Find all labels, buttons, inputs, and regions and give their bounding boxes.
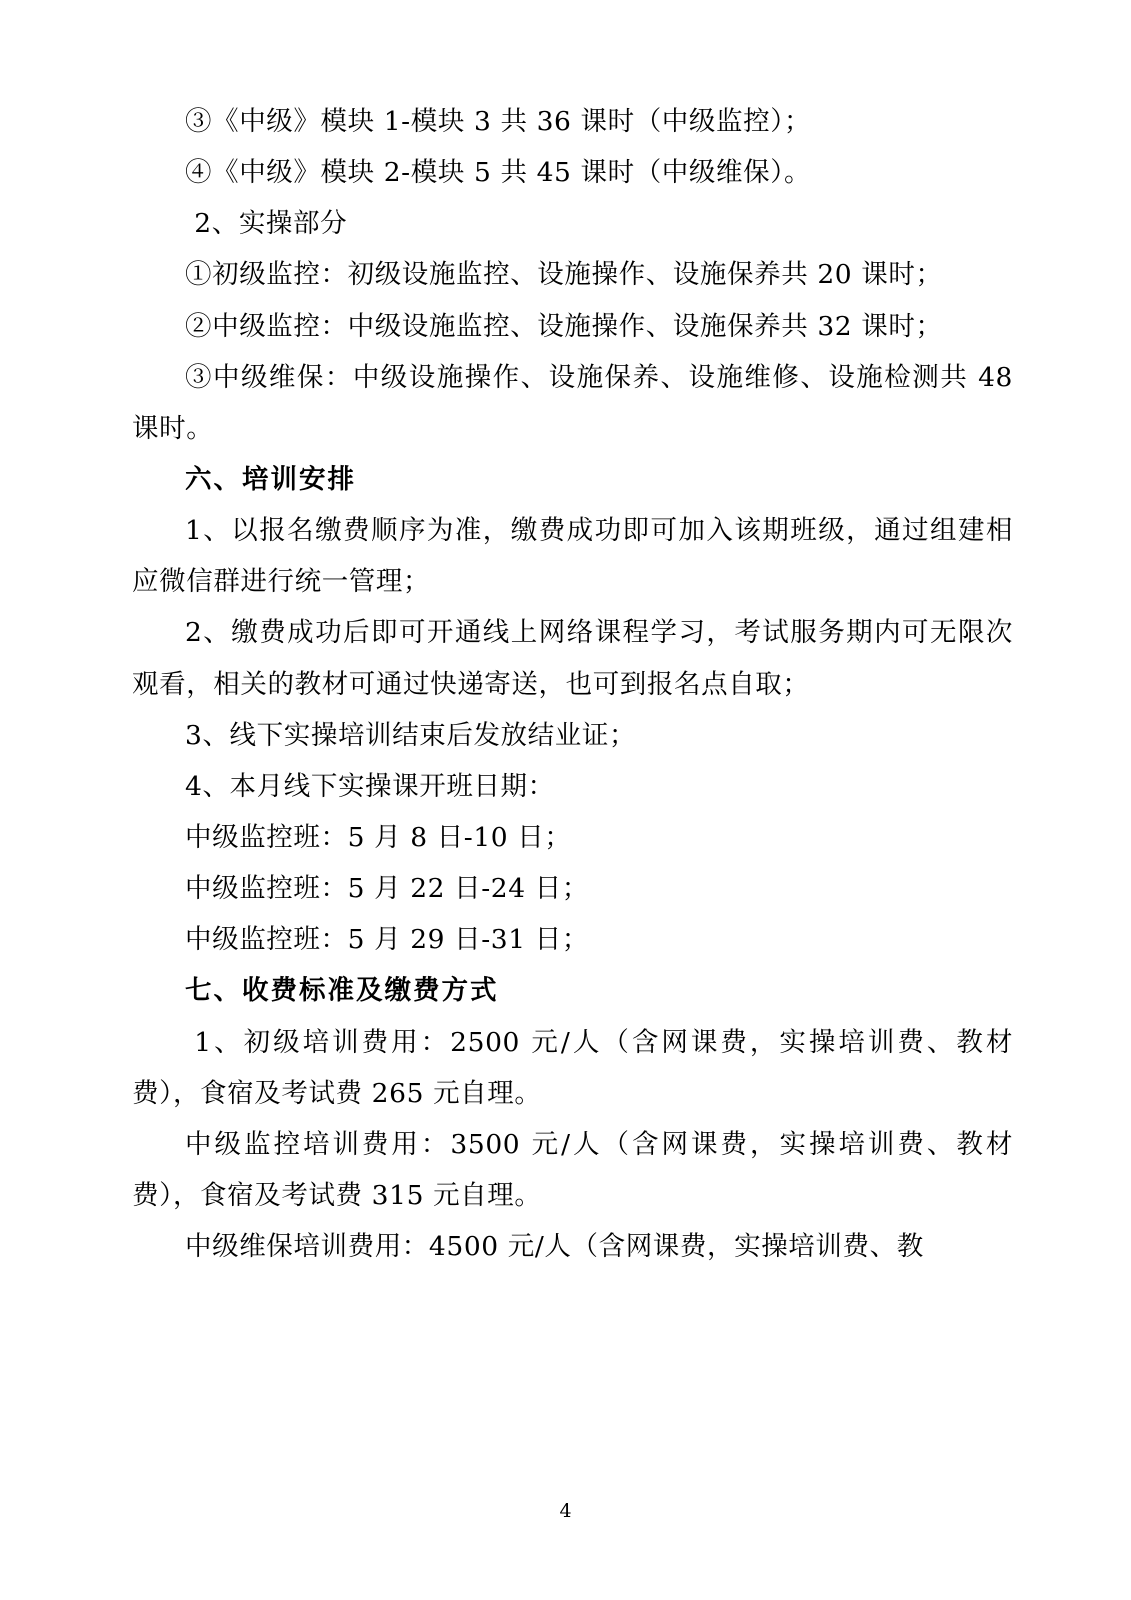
paragraph-practical-section: 2、实操部分 [194, 208, 348, 240]
heading-training-arrangement: 六、培训安排 [185, 463, 356, 495]
paragraph-class-date-3: 中级监控班：5 月 29 日-31 日； [185, 924, 589, 956]
paragraph-class-date-1: 中级监控班：5 月 8 日-10 日； [185, 821, 572, 853]
paragraph-arrangement-2: 2、缴费成功后即可开通线上网络课程学习，考试服务期内可无限次观看，相关的教材可通过快递寄送，也可到报名点自取； [132, 617, 1013, 700]
paragraph-arrangement-4: 4、本月线下实操课开班日期： [185, 770, 555, 802]
paragraph-chuji-jiankong: ①初级监控：初级设施监控、设施操作、设施保养共 20 课时； [185, 259, 943, 291]
paragraph-class-date-2: 中级监控班：5 月 22 日-24 日； [185, 873, 589, 905]
paragraph-zhongji-jiankong: ②中级监控：中级设施监控、设施操作、设施保养共 32 课时； [185, 310, 943, 342]
document-body [132, 96, 1013, 1272]
paragraph-fee-chuji: 1、初级培训费用：2500 元/人（含网课费，实操培训费、教材费），食宿及考试费 265 元自理。 [132, 1026, 1013, 1109]
paragraph-arrangement-3: 3、线下实操培训结束后发放结业证； [185, 719, 637, 751]
paragraph-zhongji-module-2-5: ④《中级》模块 2-模块 5 共 45 课时（中级维保）。 [185, 157, 812, 189]
paragraph-zhongji-weibao: ③中级维保：中级设施操作、设施保养、设施维修、设施检测共 48 课时。 [132, 361, 1013, 444]
paragraph-arrangement-1: 1、以报名缴费顺序为准，缴费成功即可加入该期班级，通过组建相应微信群进行统一管理； [132, 515, 1013, 598]
page-number: 4 [559, 1500, 572, 1522]
paragraph-fee-zhongji-weibao: 中级维保培训费用：4500 元/人（含网课费，实操培训费、教 [185, 1231, 924, 1263]
paragraph-fee-zhongji-jiankong: 中级监控培训费用：3500 元/人（含网课费，实操培训费、教材费），食宿及考试费 315 元自理。 [132, 1128, 1013, 1211]
heading-fee-standard: 七、收费标准及缴费方式 [185, 975, 499, 1007]
paragraph-zhongji-module-1-3: ③《中级》模块 1-模块 3 共 36 课时（中级监控）； [185, 106, 812, 137]
